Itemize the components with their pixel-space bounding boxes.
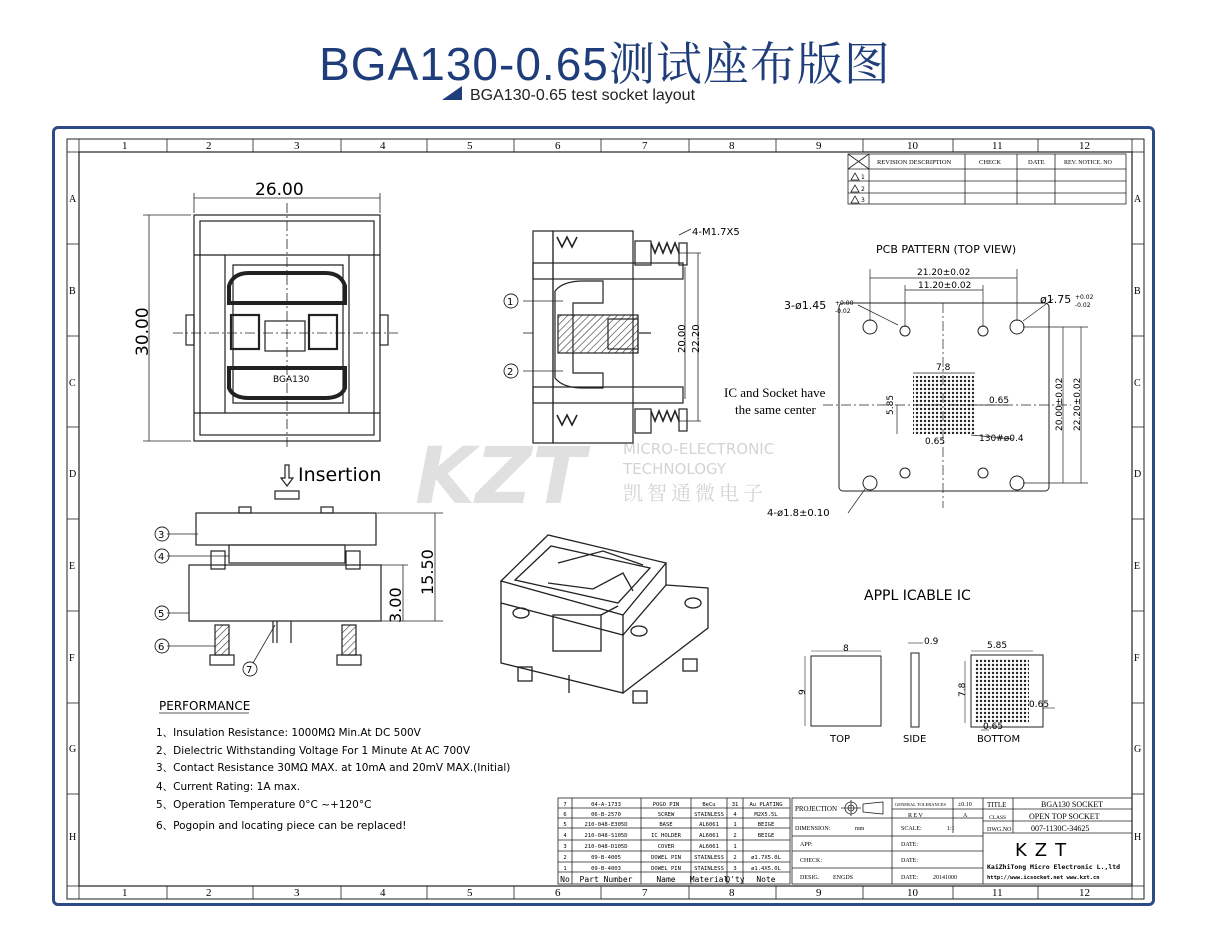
pcb-hole-large-tol-up: +0.02	[1075, 294, 1094, 301]
grid-col-label-top: 9	[816, 140, 822, 152]
pcb-dim-inner: 11.20±0.02	[918, 281, 972, 291]
dim-side-a: 20.00	[677, 324, 688, 353]
callout-1: 1	[507, 297, 514, 308]
tb-company-name: KaiZhiTong Micro Electronic L.,ltd	[987, 863, 1121, 871]
tb-dimension-label: DIMENSION:	[795, 826, 831, 832]
kzt-watermark	[415, 432, 774, 522]
pcb-hole-large: ø1.75	[1040, 293, 1072, 306]
ic-bottom-width: 5.85	[987, 641, 1008, 651]
applicable-ic-title: APPL ICABLE IC	[864, 588, 971, 604]
ic-bottom-pitch-v: 0.65	[983, 722, 1004, 732]
grid-col-label-top: 2	[206, 140, 212, 152]
grid-row-label-right: F	[1134, 653, 1140, 664]
ic-top-height: 9	[798, 689, 808, 695]
pcb-hole-large-tol-dn: -0.02	[1075, 302, 1091, 309]
grid-col-label-top: 12	[1079, 140, 1090, 152]
grid-col-label-bottom: 4	[380, 887, 386, 899]
ic-label-side: SIDE	[903, 734, 927, 745]
bom-cell: DOWEL PIN	[651, 866, 681, 872]
grid-col-label-bottom: 1	[122, 887, 128, 899]
grid-col-label-bottom: 12	[1079, 887, 1090, 899]
tb-company-logo: KZT	[1015, 840, 1075, 861]
callout-6: 6	[158, 642, 165, 653]
grid-col-label-bottom: 6	[555, 887, 561, 899]
tb-date-value: 20141000	[933, 875, 957, 881]
performance-item-6: 6、Pogopin and locating piece can be replaced!	[156, 820, 407, 832]
dim-front-lower: 3.00	[386, 587, 405, 623]
performance-item-2: 2、Dielectric Withstanding Voltage For 1 Minute At AC 700V	[156, 745, 471, 757]
ic-side-thickness: 0.9	[924, 637, 939, 647]
bom-cell: BASE	[659, 822, 673, 828]
bom-header-cell: Q'ty	[725, 875, 745, 884]
grid-col-label-bottom: 8	[729, 887, 735, 899]
watermark-logo: KZT	[415, 432, 586, 522]
bom-cell: M2X5.5L	[754, 812, 778, 818]
bom-cell: 2	[733, 833, 737, 839]
ic-label-top: TOP	[830, 734, 851, 745]
tb-dwg-value: 007-1130C-34625	[1031, 824, 1090, 833]
ic-bottom-height: 7.8	[958, 682, 968, 697]
grid-row-label-right: B	[1134, 286, 1141, 297]
title-block	[792, 798, 1132, 884]
tb-dimension-value: mm	[855, 826, 865, 832]
bom-cell: BeCu	[702, 802, 716, 808]
tb-desig-label: DESIG.	[800, 875, 820, 881]
pcb-dim-585: 5.85	[886, 394, 896, 415]
rev-header-check: CHECK	[979, 159, 1002, 166]
performance-item-5: 5、Operation Temperature 0°C ~+120°C	[156, 799, 372, 811]
bom-cell: 3	[733, 866, 737, 872]
watermark-line3: 凯智通微电子	[623, 481, 767, 505]
bom-cell: 6	[563, 812, 567, 818]
bom-cell: STAINLESS	[694, 866, 724, 872]
tb-desig-value: ENGDS	[833, 875, 854, 881]
grid-col-label-top: 6	[555, 140, 561, 152]
bom-cell: ø1.4X5.0L	[751, 866, 781, 872]
grid-col-label-bottom: 10	[907, 887, 918, 899]
performance-item-3: 3、Contact Resistance 30MΩ MAX. at 10mA and 20mV MAX.(Initial)	[156, 762, 511, 774]
tb-title-value: BGA130 SOCKET	[1041, 800, 1104, 809]
grid-row-label-left: B	[69, 286, 76, 297]
socket-section-view	[504, 229, 701, 443]
tb-scale-value: 1:1	[947, 826, 955, 832]
grid-col-label-bottom: 3	[294, 887, 300, 899]
dim-top-width: 26.00	[255, 180, 304, 200]
bom-cell: 4	[733, 812, 737, 818]
performance-item-1: 1、Insulation Resistance: 1000MΩ Min.At DC 500V	[156, 727, 421, 739]
bom-cell: 06-B-2570	[591, 812, 621, 818]
grid-row-label-left: A	[69, 194, 77, 205]
tb-general-tol: GENERAL TOLERANCES	[895, 802, 947, 807]
rev-row-2: 2	[861, 186, 865, 193]
bom-cell: 1	[733, 844, 737, 850]
bom-cell: AL6061	[699, 844, 719, 850]
ic-bottom-pitch-h: 0.65	[1029, 700, 1050, 710]
insertion-label: Insertion	[298, 464, 382, 486]
pcb-dim-v1: 20.00±0.02	[1055, 377, 1065, 431]
bom-cell: 09-B-4005	[591, 855, 621, 861]
rev-header-date: DATE	[1028, 159, 1045, 166]
grid-col-label-top: 7	[642, 140, 648, 152]
bom-cell: 3	[563, 844, 567, 850]
grid-col-label-bottom: 11	[992, 887, 1003, 899]
tb-class-value: OPEN TOP SOCKET	[1029, 812, 1100, 821]
grid-col-label-bottom: 2	[206, 887, 212, 899]
grid-row-label-right: A	[1134, 194, 1142, 205]
bom-header-cell: Note	[756, 875, 776, 884]
applicable-ic-drawing	[805, 643, 1055, 730]
grid-row-label-left: D	[69, 469, 77, 480]
bom-cell: 210-048-E305D	[584, 822, 628, 828]
insertion-arrow-icon	[275, 465, 299, 499]
grid-col-label-top: 1	[122, 140, 128, 152]
tb-dwg-label: DWG.NO	[987, 827, 1012, 833]
technical-drawing	[55, 129, 1152, 903]
pcb-dim-v2: 22.20±0.02	[1073, 377, 1083, 431]
grid-col-label-bottom: 7	[642, 887, 648, 899]
watermark-line2: TECHNOLOGY	[623, 460, 727, 478]
bom-header-cell: Material	[689, 875, 729, 884]
rev-header-notice: REV. NOTICE. NO	[1064, 160, 1112, 166]
grid-row-label-right: E	[1134, 561, 1141, 572]
bom-cell: 1	[733, 822, 737, 828]
grid-row-label-right: H	[1134, 832, 1142, 843]
bom-cell: ø1.7X5.0L	[751, 855, 781, 861]
bom-cell: 31	[731, 802, 739, 808]
bom-cell: 2	[733, 855, 737, 861]
drawing-frame	[52, 126, 1155, 906]
grid-row-label-left: H	[69, 832, 77, 843]
pcb-dim-78: 7.8	[936, 363, 951, 373]
tb-date-label-1: DATE:	[901, 842, 918, 848]
socket-top-view	[143, 193, 398, 448]
bom-header-cell: Part Number	[579, 875, 633, 884]
bom-cell: BEIGE	[757, 833, 775, 839]
grid-col-label-top: 11	[992, 140, 1003, 152]
pcb-hole-bottom: 4-ø1.8±0.10	[767, 508, 830, 519]
triangle-marker-icon	[440, 84, 464, 102]
grid-col-label-top: 3	[294, 140, 300, 152]
rev-header-description: REVISION DESCRIPTION	[877, 159, 952, 166]
tb-class-label: CLASS	[989, 815, 1007, 821]
chip-label: BGA130	[273, 375, 310, 385]
bom-cell: 1	[563, 866, 567, 872]
bom-cell: 7	[563, 802, 567, 808]
bom-cell: 04-A-1733	[591, 802, 621, 808]
bom-cell: POGO PIN	[652, 802, 680, 808]
callout-2: 2	[507, 367, 514, 378]
grid-row-label-left: F	[69, 653, 75, 664]
bom-cell: STAINLESS	[694, 855, 724, 861]
pcb-dim-outer: 21.20±0.02	[917, 268, 971, 278]
performance-title: PERFORMANCE	[159, 699, 251, 713]
pcb-dim-065a: 0.65	[989, 396, 1010, 406]
bom-cell: 5	[563, 822, 567, 828]
tb-date-label-3: DATE:	[901, 875, 918, 881]
grid-col-label-top: 5	[467, 140, 473, 152]
pcb-hole-small: 3-ø1.45	[784, 299, 827, 312]
pcb-note-line2: the same center	[735, 402, 816, 417]
pcb-ball-spec: 130#ø0.4	[979, 434, 1024, 444]
grid-col-label-top: 8	[729, 140, 735, 152]
tb-date-label-2: DATE:	[901, 858, 918, 864]
tb-projection: PROJECTION	[795, 805, 838, 813]
bom-cell: STAINLESS	[694, 812, 724, 818]
bom-cell: COVER	[657, 844, 675, 850]
grid-row-label-right: D	[1134, 469, 1142, 480]
callout-4: 4	[158, 552, 165, 563]
callout-7: 7	[246, 665, 253, 676]
bom-cell: Au PLATING	[749, 802, 783, 808]
bom-header-cell: Name	[656, 875, 676, 884]
tb-company-web: http://www.icsocket.net www.kzt.cn	[987, 875, 1100, 881]
page-subtitle: BGA130-0.65 test socket layout	[470, 87, 696, 104]
pcb-note-line1: IC and Socket have	[724, 385, 826, 400]
grid-col-label-bottom: 5	[467, 887, 473, 899]
page-title: BGA130-0.65测试座布版图	[319, 38, 891, 90]
ic-label-bottom: BOTTOM	[977, 734, 1021, 745]
tb-tol-value: ±0.10	[958, 802, 972, 808]
pcb-dim-065b: 0.65	[925, 437, 946, 447]
tb-app-label: APP:	[800, 842, 813, 848]
tb-check-label: CHECK:	[800, 858, 823, 864]
bom-cell: SCREW	[657, 812, 675, 818]
screw-label: 4-M1.7X5	[692, 227, 740, 238]
ic-top-width: 8	[843, 644, 849, 654]
grid-row-label-left: C	[69, 378, 76, 389]
grid-col-label-top: 10	[907, 140, 918, 152]
grid-row-label-left: G	[69, 744, 77, 755]
pcb-title: PCB PATTERN (TOP VIEW)	[876, 243, 1017, 256]
bom-cell: 210-048-D105D	[584, 844, 628, 850]
bom-cell: 210-048-S105D	[584, 833, 628, 839]
dim-side-b: 22.20	[691, 324, 702, 353]
tb-title-label: TITLE	[987, 801, 1007, 809]
bom-header-cell: No	[560, 875, 570, 884]
tb-scale-label: SCALE:	[901, 826, 922, 832]
grid-col-label-bottom: 9	[816, 887, 822, 899]
grid-row-label-right: C	[1134, 378, 1141, 389]
bom-cell: DOWEL PIN	[651, 855, 681, 861]
bom-cell: BEIGE	[757, 822, 775, 828]
bom-cell: 4	[563, 833, 567, 839]
grid-row-label-left: E	[69, 561, 76, 572]
callout-3: 3	[158, 530, 165, 541]
bom-cell: 09-B-4003	[591, 866, 621, 872]
tb-rev-label: R E V	[908, 813, 923, 819]
bom-cell: AL6061	[699, 822, 719, 828]
bom-cell: IC HOLDER	[651, 833, 681, 839]
socket-isometric-view	[501, 535, 708, 703]
pcb-hole-small-tol-up: +0.00	[835, 300, 854, 307]
tb-rev-value: A	[963, 813, 968, 819]
grid-row-ticks	[67, 152, 1144, 886]
rev-row-1: 1	[861, 174, 865, 181]
grid-col-label-top: 4	[380, 140, 386, 152]
bom-cell: 2	[563, 855, 567, 861]
bom-cell: AL6061	[699, 833, 719, 839]
watermark-line1: MICRO-ELECTRONIC	[623, 440, 775, 458]
pcb-hole-small-tol-dn: -0.02	[835, 308, 851, 315]
dim-front-total: 15.50	[418, 549, 437, 595]
performance-item-4: 4、Current Rating: 1A max.	[156, 781, 301, 793]
rev-row-3: 3	[861, 197, 865, 204]
dim-top-height: 30.00	[133, 307, 153, 356]
callout-5: 5	[158, 609, 165, 620]
grid-row-label-right: G	[1134, 744, 1142, 755]
